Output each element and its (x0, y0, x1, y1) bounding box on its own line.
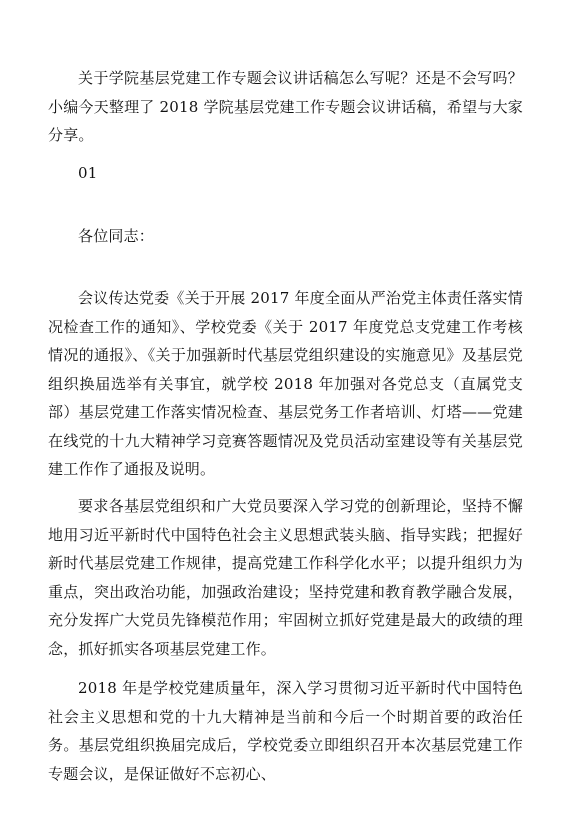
greeting: 各位同志： (78, 227, 155, 245)
intro-paragraph: 关于学院基层党建工作专题会议讲话稿怎么写呢？还是不会写吗？小编今天整理了 2018 学院基层党建工作专题会议讲话稿，希望与大家分享。 (48, 69, 523, 144)
body-paragraph-1: 会议传达党委《关于开展 2017 年度全面从严治党主体责任落实情况检查工作的通知》、学校党委《关于 2017 年度党总支党建工作考核情况的通报》、《关于加强新时代基层党组织建设的实施意见》及基层党组织换届选举有关事宜，就学校 2018 年加强对各党总支（直属党支部）基层党建工作落实情况检查、基层党务工作者培训、灯塔——党建在线党的十九大精神学习竞赛答题情况及党员活动室建设等有关基层党建工作作了通报及说明。 (48, 289, 523, 478)
section-number: 01 (78, 164, 98, 182)
body-paragraph-2: 要求各基层党组织和广大党员要深入学习党的创新理论，坚持不懈地用习近平新时代中国特色社会主义思想武装头脑、指导实践；把握好新时代基层党建工作规律，提高党建工作科学化水平；以提升组织力为重点，突出政治功能，加强政治建设；坚持党建和教育教学融合发展，充分发挥广大党员先锋模范作用；牢固树立抓好党建是最大的政绩的理念，抓好抓实各项基层党建工作。 (48, 497, 523, 658)
body-paragraph-3: 2018 年是学校党建质量年，深入学习贯彻习近平新时代中国特色社会主义思想和党的十九大精神是当前和今后一个时期首要的政治任务。基层党组织换届完成后，学校党委立即组织召开本次基层党建工作专题会议，是保证做好不忘初心、 (48, 679, 523, 783)
